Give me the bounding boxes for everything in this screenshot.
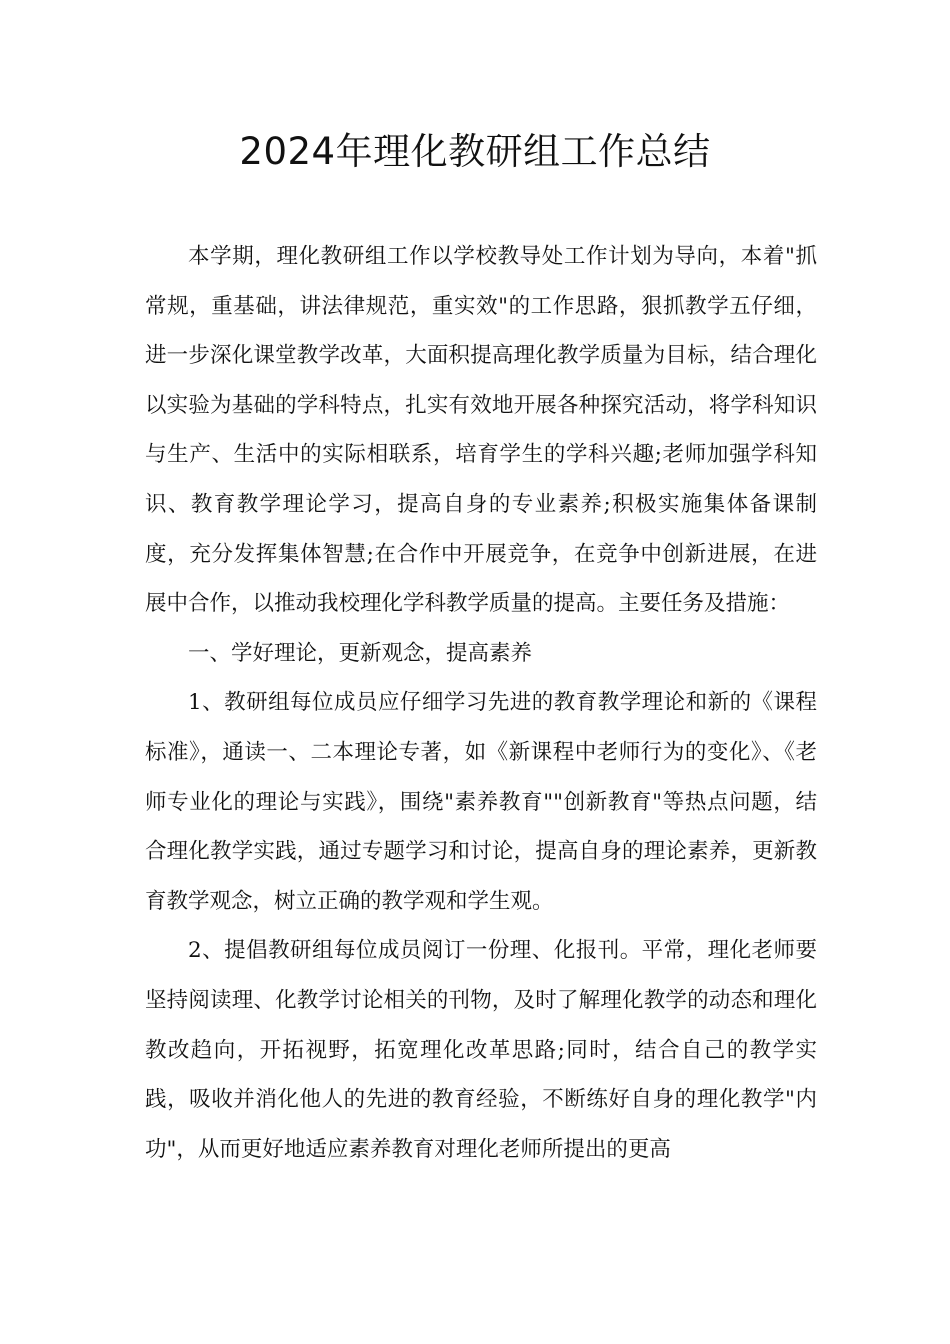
paragraph-intro: 本学期，理化教研组工作以学校教导处工作计划为导向，本着"抓常规，重基础，讲法律规范，重实效"的工作思路，狠抓教学五仔细，进一步深化课堂教学改革，大面积提高理化教学质量为目标，结合理化以实验为基础的学科特点，扎实有效地开展各种探究活动，将学科知识与生产、生活中的实际相联系，培育学生的学科兴趣;老师加强学科知识、教育教学理论学习，提高自身的专业素养;积极实施集体备课制度，充分发挥集体智慧;在合作中开展竞争，在竞争中创新进展，在进展中合作，以推动我校理化学科教学质量的提高。主要任务及措施： bbox=[145, 244, 817, 617]
paragraph-item-1: 1、教研组每位成员应仔细学习先进的教育教学理论和新的《课程标准》，通读一、二本理论专著，如《新课程中老师行为的变化》、《老师专业化的理论与实践》，围绕"素养教育""创新教育"等热点问题，结合理化教学实践，通过专题学习和讨论，提高自身的理论素养，更新教育教学观念，树立正确的教学观和学生观。 bbox=[145, 690, 817, 914]
section-heading-1: 一、学好理论，更新观念，提高素养 bbox=[188, 640, 533, 666]
paragraph-item-2: 2、提倡教研组每位成员阅订一份理、化报刊。平常，理化老师要坚持阅读理、化教学讨论相关的刊物，及时了解理化教学的动态和理化教改趋向，开拓视野，拓宽理化改革思路;同时，结合自己的教学实践，吸收并消化他人的先进的教育经验，不断练好自身的理化教学"内功"，从而更好地适应素养教育对理化老师所提出的更高 bbox=[145, 938, 817, 1162]
document-title: 2024年理化教研组工作总结 bbox=[239, 130, 711, 173]
document-body bbox=[145, 232, 817, 1174]
